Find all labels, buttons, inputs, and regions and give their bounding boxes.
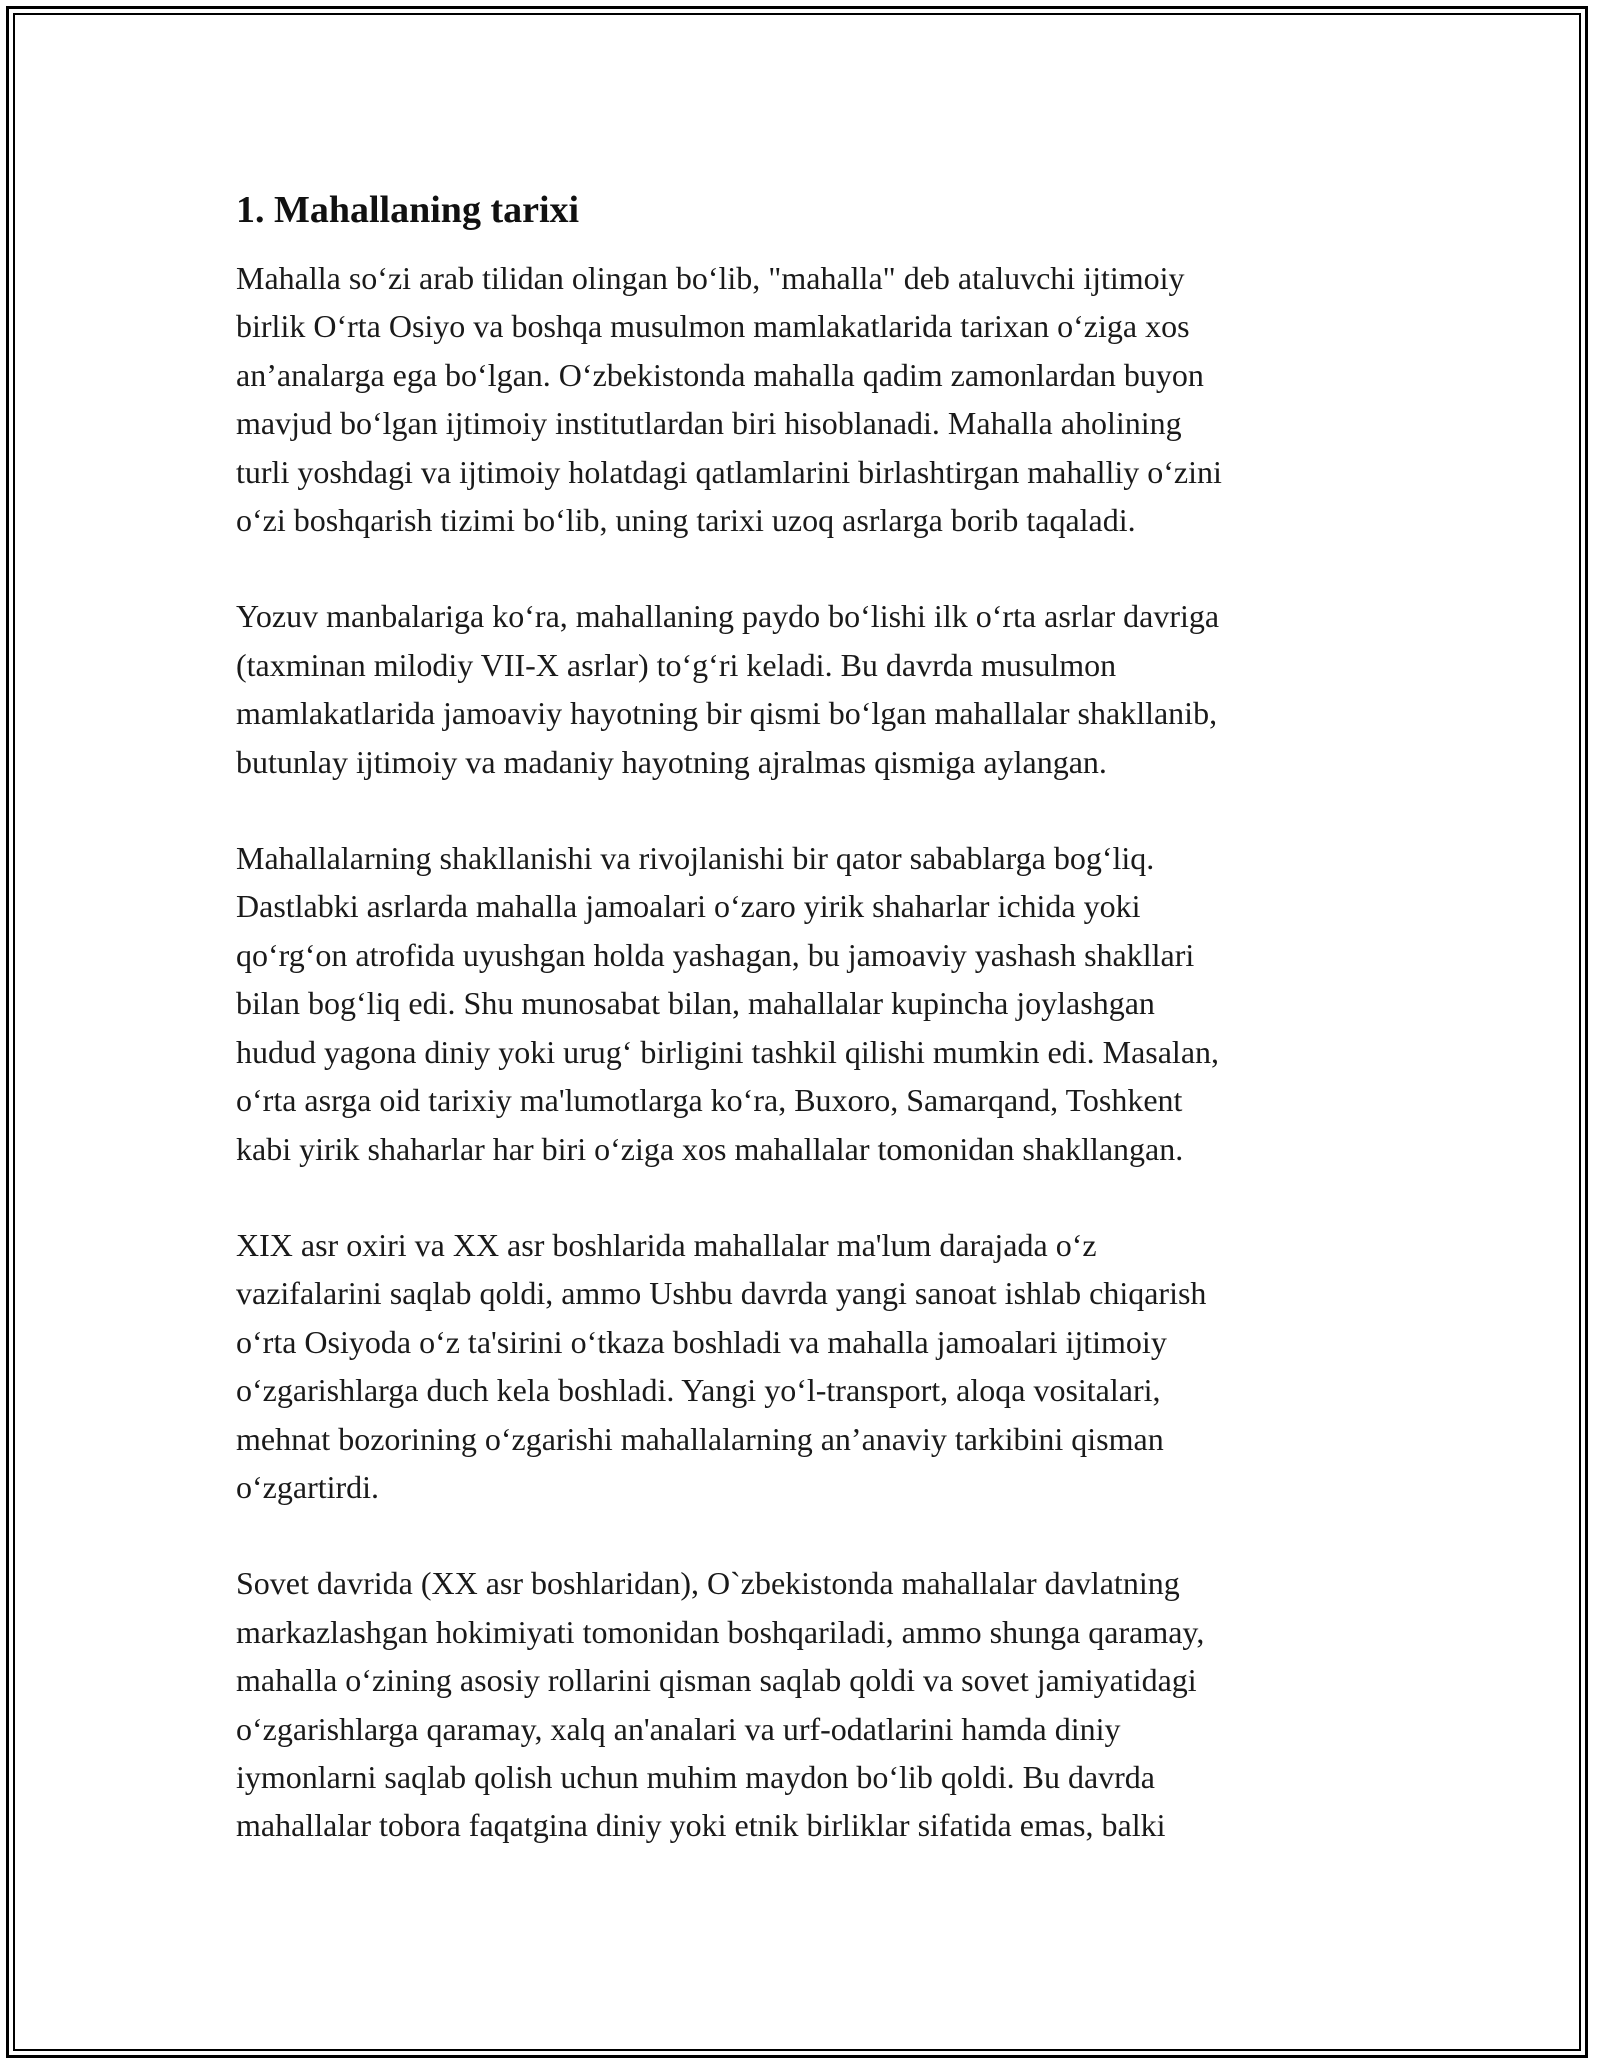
paragraph-line: an’analarga ega bo‘lgan. O‘zbekistonda mahalla qadim zamonlardan buyon bbox=[236, 356, 1204, 393]
paragraph-line: turli yoshdagi va ijtimoiy holatdagi qatlamlarini birlashtirgan mahalliy o‘zini bbox=[236, 453, 1222, 490]
paragraph-line: mehnat bozorining o‘zgarishi mahallalarning an’anaviy tarkibini qisman bbox=[236, 1420, 1164, 1457]
paragraph-line: XIX asr oxiri va XX asr boshlarida mahallalar ma'lum darajada o‘z bbox=[236, 1226, 1097, 1263]
paragraph-line: vazifalarini saqlab qoldi, ammo Ushbu davrda yangi sanoat ishlab chiqarish bbox=[236, 1275, 1207, 1312]
paragraph-2 bbox=[236, 592, 1376, 786]
paragraph-line: Yozuv manbalariga ko‘ra, mahallaning paydo bo‘lishi ilk o‘rta asrlar davriga bbox=[236, 598, 1220, 635]
paragraph-line: Mahallalarning shakllanishi va rivojlanishi bir qator sabablarga bog‘liq. bbox=[236, 840, 1155, 877]
paragraph-line: (taxminan milodiy VII-X asrlar) to‘g‘ri keladi. Bu davrda musulmon bbox=[236, 646, 1117, 683]
paragraph-line: kabi yirik shaharlar har biri o‘ziga xos mahallalar tomonidan shakllangan. bbox=[236, 1130, 1184, 1167]
paragraph-line: iymonlarni saqlab qolish uchun muhim maydon bo‘lib qoldi. Bu davrda bbox=[236, 1758, 1155, 1795]
paragraph-line: o‘zgarishlarga qaramay, xalq an'analari va urf-odatlarini hamda diniy bbox=[236, 1710, 1121, 1747]
paragraph-line: Sovet davrida (XX asr boshlaridan), O`zbekistonda mahallalar davlatning bbox=[236, 1565, 1180, 1602]
paragraph-line: butunlay ijtimoiy va madaniy hayotning ajralmas qismiga aylangan. bbox=[236, 743, 1107, 780]
paragraph-line: mahalla o‘zining asosiy rollarini qisman saqlab qoldi va sovet jamiyatidagi bbox=[236, 1662, 1197, 1699]
paragraph-line: mahallalar tobora faqatgina diniy yoki etnik birliklar sifatida emas, balki bbox=[236, 1807, 1166, 1844]
paragraph-4 bbox=[236, 1221, 1376, 1511]
paragraph-3 bbox=[236, 834, 1376, 1173]
paragraph-line: o‘rta Osiyoda o‘z ta'sirini o‘tkaza boshladi va mahalla jamoalari ijtimoiy bbox=[236, 1323, 1167, 1360]
paragraph-line: markazlashgan hokimiyati tomonidan boshqariladi, ammo shunga qaramay, bbox=[236, 1613, 1205, 1650]
paragraph-line: Mahalla so‘zi arab tilidan olingan bo‘lib, "mahalla" deb ataluvchi ijtimoiy bbox=[236, 260, 1185, 296]
paragraph-line: bilan bog‘liq edi. Shu munosabat bilan, mahallalar kupincha joylashgan bbox=[236, 985, 1155, 1022]
paragraph-line: o‘rta asrga oid tarixiy ma'lumotlarga ko‘ra, Buxoro, Samarqand, Toshkent bbox=[236, 1082, 1183, 1119]
paragraph-line: hudud yagona diniy yoki urug‘ birligini tashkil qilishi mumkin edi. Masalan, bbox=[236, 1033, 1220, 1070]
paragraph-line: o‘zi boshqarish tizimi bo‘lib, uning tarixi uzoq asrlarga borib taqaladi. bbox=[236, 502, 1136, 539]
paragraph-5 bbox=[236, 1559, 1376, 1849]
section-heading: 1. Mahallaning tarixi bbox=[236, 189, 580, 231]
paragraph-line: mavjud bo‘lgan ijtimoiy institutlardan biri hisoblanadi. Mahalla aholining bbox=[236, 405, 1182, 442]
paragraph-1 bbox=[236, 254, 1376, 544]
paragraph-line: o‘zgarishlarga duch kela boshladi. Yangi yo‘l-transport, aloqa vositalari, bbox=[236, 1372, 1161, 1409]
document-body bbox=[236, 186, 1376, 1898]
paragraph-line: o‘zgartirdi. bbox=[236, 1468, 380, 1505]
paragraph-line: qo‘rg‘on atrofida uyushgan holda yashagan, bu jamoaviy yashash shakllari bbox=[236, 936, 1195, 973]
paragraph-line: Dastlabki asrlarda mahalla jamoalari o‘zaro yirik shaharlar ichida yoki bbox=[236, 888, 1141, 925]
paragraph-line: mamlakatlarida jamoaviy hayotning bir qismi bo‘lgan mahallalar shakllanib, bbox=[236, 695, 1218, 732]
paragraph-line: birlik O‘rta Osiyo va boshqa musulmon mamlakatlarida tarixan o‘ziga xos bbox=[236, 308, 1190, 345]
